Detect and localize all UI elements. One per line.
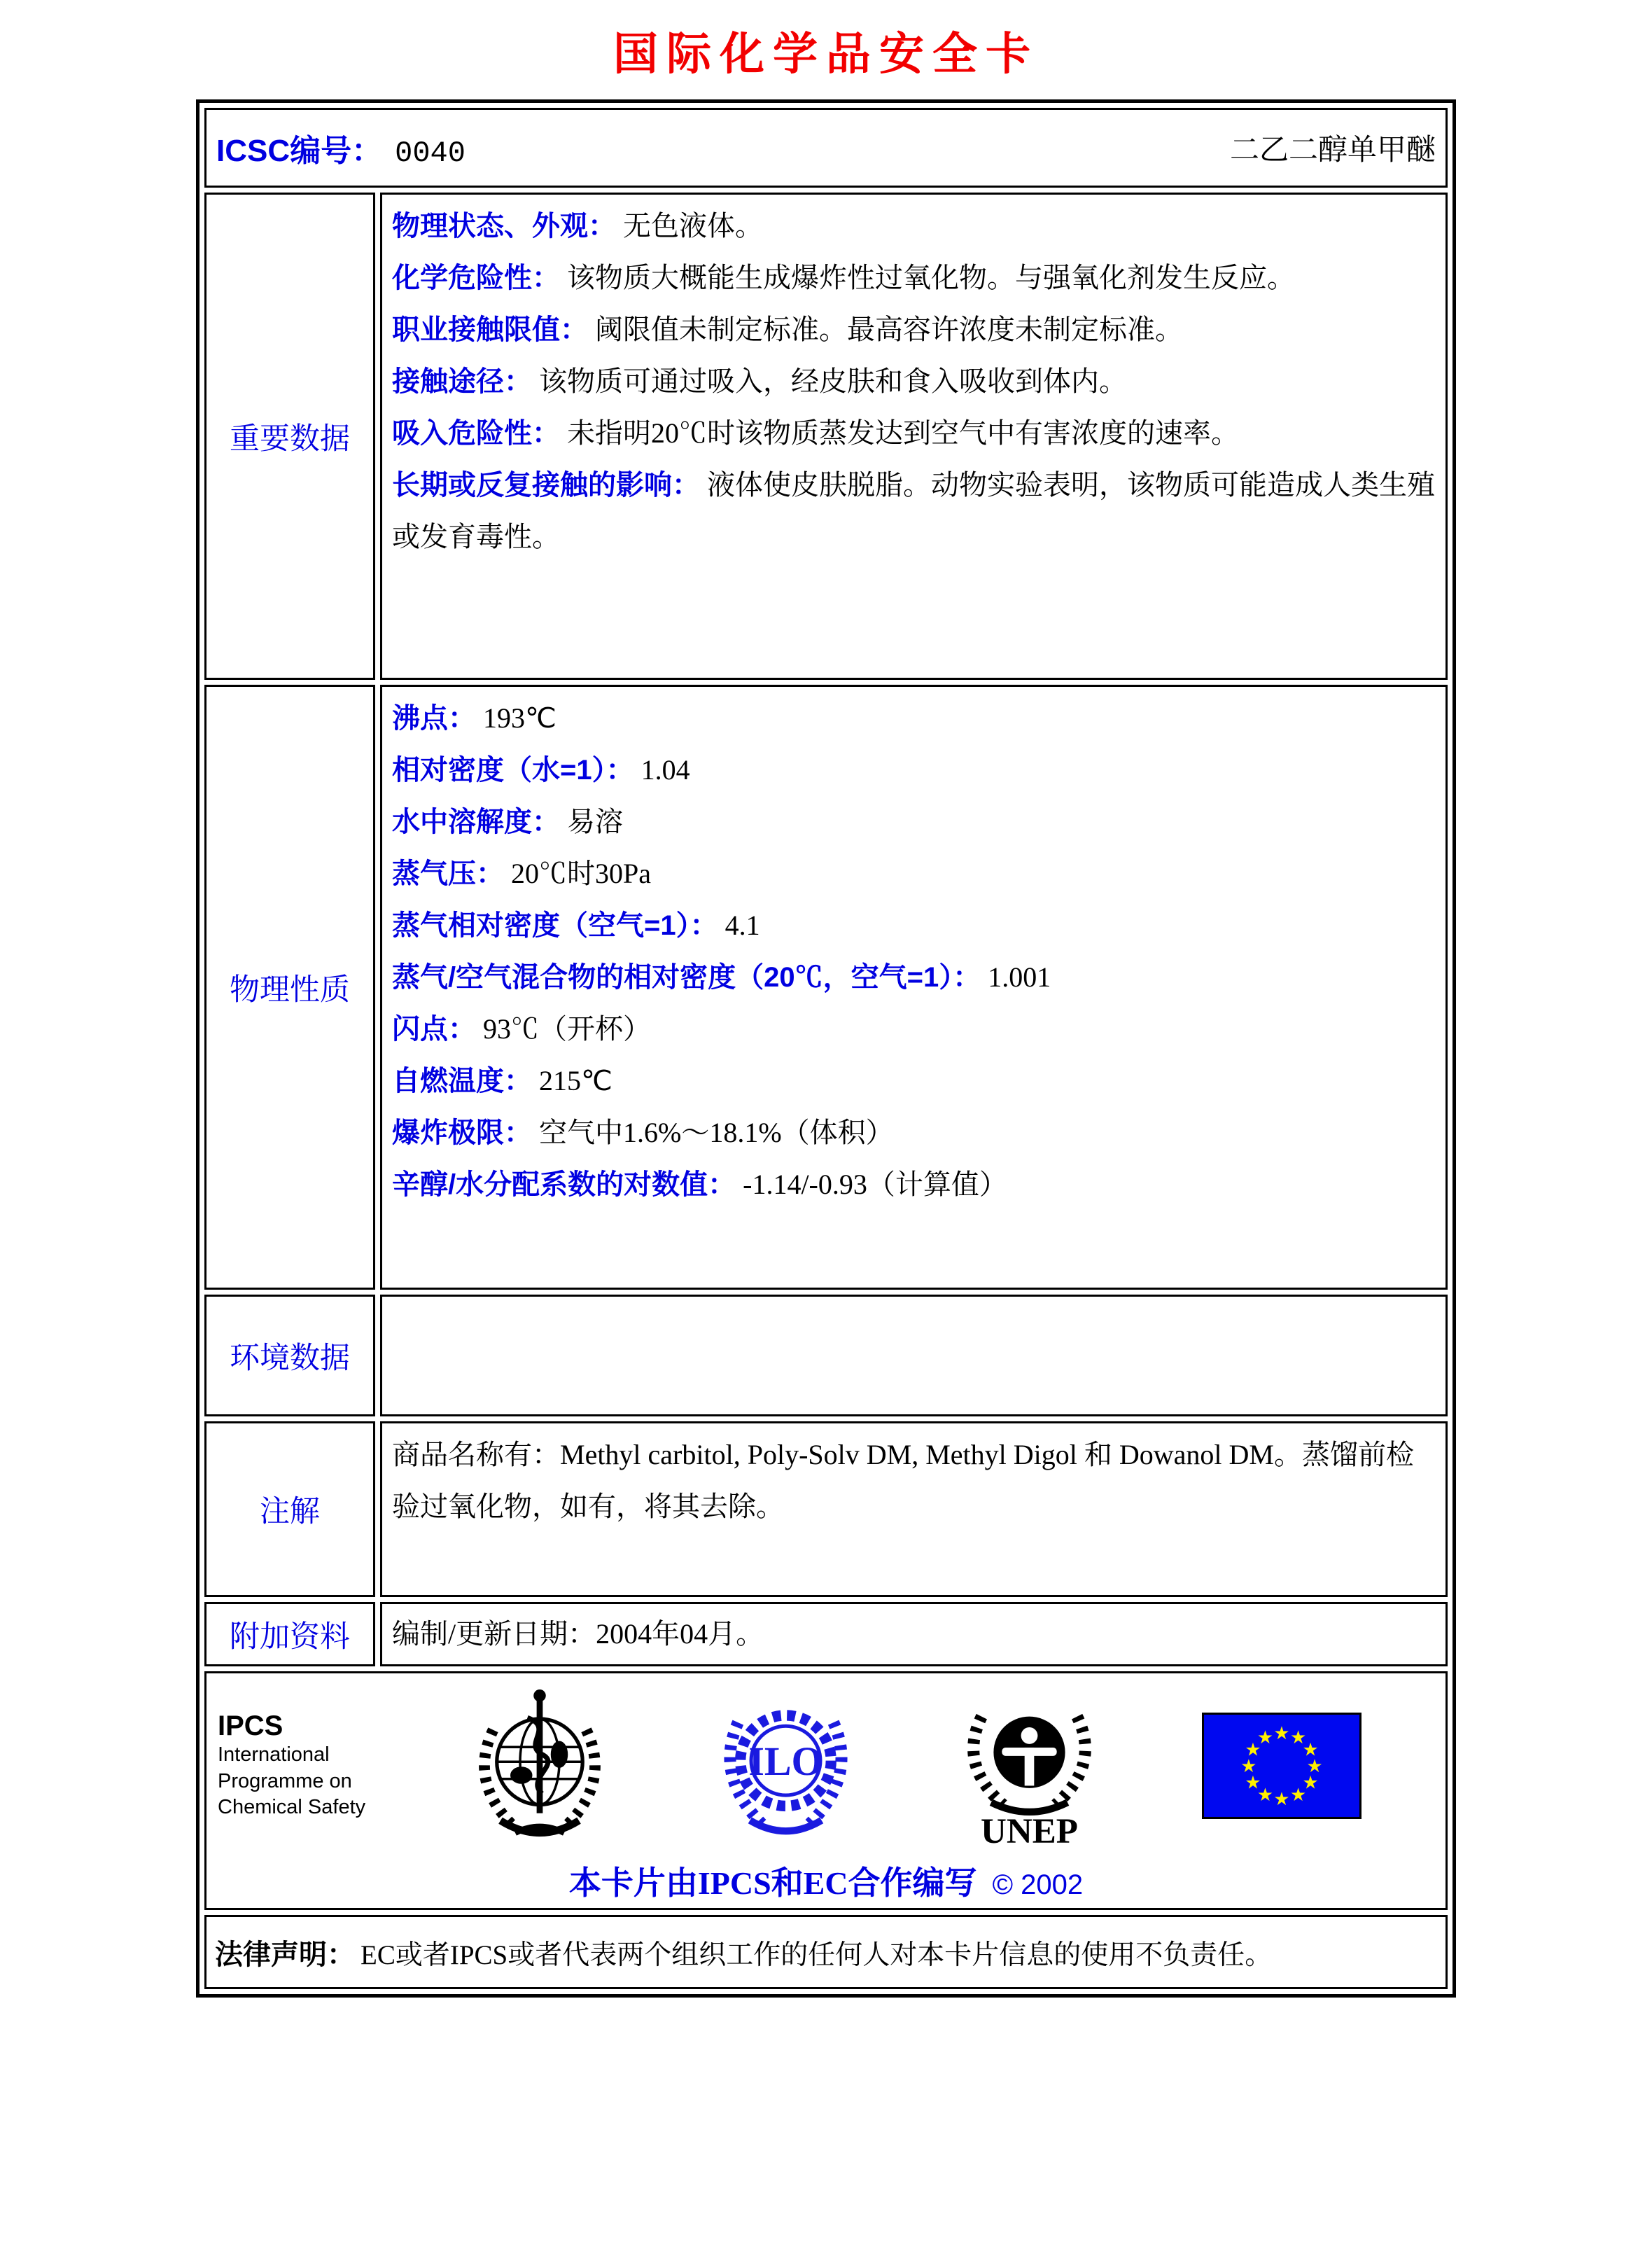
important-data-content-cell	[380, 193, 1448, 680]
field-label: 相对密度（水=1）：	[392, 755, 634, 786]
legal-row	[204, 1915, 1448, 1989]
field-value: 空气中1.6%～18.1%（体积）	[539, 1117, 894, 1148]
field-label: 接触途径：	[392, 366, 532, 397]
field-row	[392, 1107, 1436, 1159]
field-row	[392, 1055, 1436, 1107]
additional-info-label-cell	[204, 1602, 375, 1666]
field-label: 沸点：	[392, 703, 476, 734]
ilo-logo	[714, 1687, 858, 1844]
legal-label: 法律声明：	[215, 1939, 355, 1970]
svg-text:★: ★	[1245, 1772, 1261, 1794]
unep-logo	[958, 1683, 1101, 1848]
svg-text:★: ★	[1302, 1739, 1319, 1761]
field-value: 未指明20℃时该物质蒸发达到空气中有害浓度的速率。	[567, 417, 1239, 449]
section-label: 附加资料	[230, 1619, 350, 1654]
field-value: 该物质大概能生成爆炸性过氧化物。与强氧化剂发生反应。	[567, 262, 1295, 293]
copyright-text: © 2002	[992, 1869, 1084, 1900]
field-label: 辛醇/水分配系数的对数值：	[392, 1169, 736, 1200]
svg-text:★: ★	[1256, 1727, 1273, 1748]
section-important-data	[204, 193, 1448, 680]
svg-text:★: ★	[1245, 1739, 1261, 1761]
section-label: 物理性质	[230, 973, 350, 1007]
field-value: 4.1	[724, 910, 760, 941]
additional-info-content-cell	[380, 1602, 1448, 1666]
logos-row	[204, 1671, 1448, 1910]
field-value: 193℃	[483, 702, 556, 734]
field-value: 93℃（开杯）	[483, 1013, 651, 1045]
field-row	[392, 900, 1436, 952]
header-cell	[204, 108, 1448, 188]
field-row	[392, 692, 1436, 744]
physical-properties-content-cell	[380, 685, 1448, 1290]
page-title: 国际化学品安全卡	[613, 29, 1039, 79]
field-value: 液体使皮肤脱脂。动物实验表明，该物质可能造成人类生殖或发育毒性。	[392, 469, 1435, 552]
field-value: -1.14/-0.93（计算值）	[743, 1169, 1007, 1200]
field-value: 编制/更新日期：2004年04月。	[392, 1618, 764, 1650]
field-value: 1.04	[640, 754, 690, 786]
field-row	[392, 252, 1436, 304]
icsc-card-table	[196, 99, 1456, 1998]
section-physical-properties	[204, 685, 1448, 1290]
field-row	[392, 356, 1436, 407]
field-label: 蒸气相对密度（空气=1）：	[392, 910, 718, 941]
eu-flag	[1202, 1713, 1362, 1819]
field-label: 水中溶解度：	[392, 807, 560, 837]
field-row	[392, 1003, 1436, 1055]
field-row	[392, 1159, 1436, 1211]
field-value: 215℃	[539, 1065, 612, 1096]
notes-content-cell	[380, 1421, 1448, 1597]
field-row	[392, 1429, 1436, 1533]
environmental-data-content-cell	[380, 1295, 1448, 1416]
field-label: 吸入危险性：	[392, 418, 560, 449]
ipcs-abbr: IPCS	[218, 1710, 284, 1741]
section-additional-info	[204, 1602, 1448, 1666]
important-data-label-cell	[204, 193, 375, 680]
field-row	[392, 1617, 1436, 1651]
field-value: 易溶	[567, 806, 623, 837]
field-row	[392, 407, 1436, 459]
ipcs-line: International	[218, 1743, 330, 1766]
ipcs-line: Programme on	[218, 1769, 352, 1792]
section-label: 重要数据	[230, 421, 350, 456]
icsc-number-group	[216, 125, 465, 170]
field-value: 无色液体。	[623, 210, 763, 242]
field-label: 物理状态、外观：	[392, 211, 616, 242]
field-label: 职业接触限值：	[392, 314, 588, 345]
unep-wordmark: UNEP	[981, 1811, 1079, 1848]
legal-cell	[204, 1915, 1448, 1989]
field-value: 阈限值未制定标准。最高容许浓度未制定标准。	[595, 314, 1183, 345]
field-row	[392, 304, 1436, 356]
svg-text:★: ★	[1289, 1784, 1307, 1806]
ipcs-text-block	[218, 1710, 365, 1821]
field-label: 蒸气/空气混合物的相对密度（20℃，空气=1）：	[392, 962, 981, 993]
chemical-name: 二乙二醇单甲醚	[1229, 134, 1436, 167]
credit-line	[206, 1858, 1446, 1904]
section-environmental-data	[204, 1295, 1448, 1416]
field-row	[392, 796, 1436, 848]
field-value: 该物质可通过吸入，经皮肤和食入吸收到体内。	[539, 365, 1127, 397]
svg-text:★: ★	[1289, 1727, 1307, 1748]
field-row	[392, 744, 1436, 796]
field-label: 闪点：	[392, 1014, 476, 1045]
field-label: 自燃温度：	[392, 1066, 532, 1096]
credit-text: 本卡片由IPCS和EC合作编写	[568, 1865, 977, 1901]
field-row	[392, 200, 1436, 252]
ilo-monogram: ILO	[748, 1738, 823, 1785]
field-label: 长期或反复接触的影响：	[392, 470, 700, 501]
who-logo	[466, 1683, 613, 1848]
icsc-number-label: ICSC编号：	[216, 134, 383, 168]
field-row	[392, 952, 1436, 1003]
svg-text:★: ★	[1256, 1784, 1273, 1806]
logos-cell	[204, 1671, 1448, 1910]
svg-text:★: ★	[1302, 1772, 1319, 1794]
icsc-number-value: 0040	[395, 137, 465, 170]
section-label: 环境数据	[230, 1341, 350, 1375]
field-row	[392, 459, 1436, 563]
svg-text:★: ★	[1240, 1755, 1257, 1777]
section-label: 注解	[260, 1495, 320, 1528]
svg-text:★: ★	[1273, 1788, 1290, 1810]
field-value: 20℃时30Pa	[511, 858, 651, 889]
field-label: 爆炸极限：	[392, 1117, 532, 1148]
legal-text: EC或者IPCS或者代表两个组织工作的任何人对本卡片信息的使用不负责任。	[360, 1939, 1273, 1970]
field-value: 商品名称有：Methyl carbitol, Poly-Solv DM, Methyl Digol 和 Dowanol DM。蒸馏前检验过氧化物，如有，将其去除。	[392, 1439, 1414, 1522]
field-value: 1.001	[988, 961, 1051, 993]
svg-text:★: ★	[1273, 1722, 1290, 1744]
physical-properties-label-cell	[204, 685, 375, 1290]
section-notes	[204, 1421, 1448, 1597]
field-row	[392, 848, 1436, 900]
notes-label-cell	[204, 1421, 375, 1597]
ipcs-line: Chemical Safety	[218, 1796, 366, 1819]
header-row	[204, 108, 1448, 188]
field-label: 化学危险性：	[392, 263, 560, 293]
field-label: 蒸气压：	[392, 858, 504, 889]
svg-text:★: ★	[1306, 1755, 1323, 1777]
environmental-data-label-cell	[204, 1295, 375, 1416]
